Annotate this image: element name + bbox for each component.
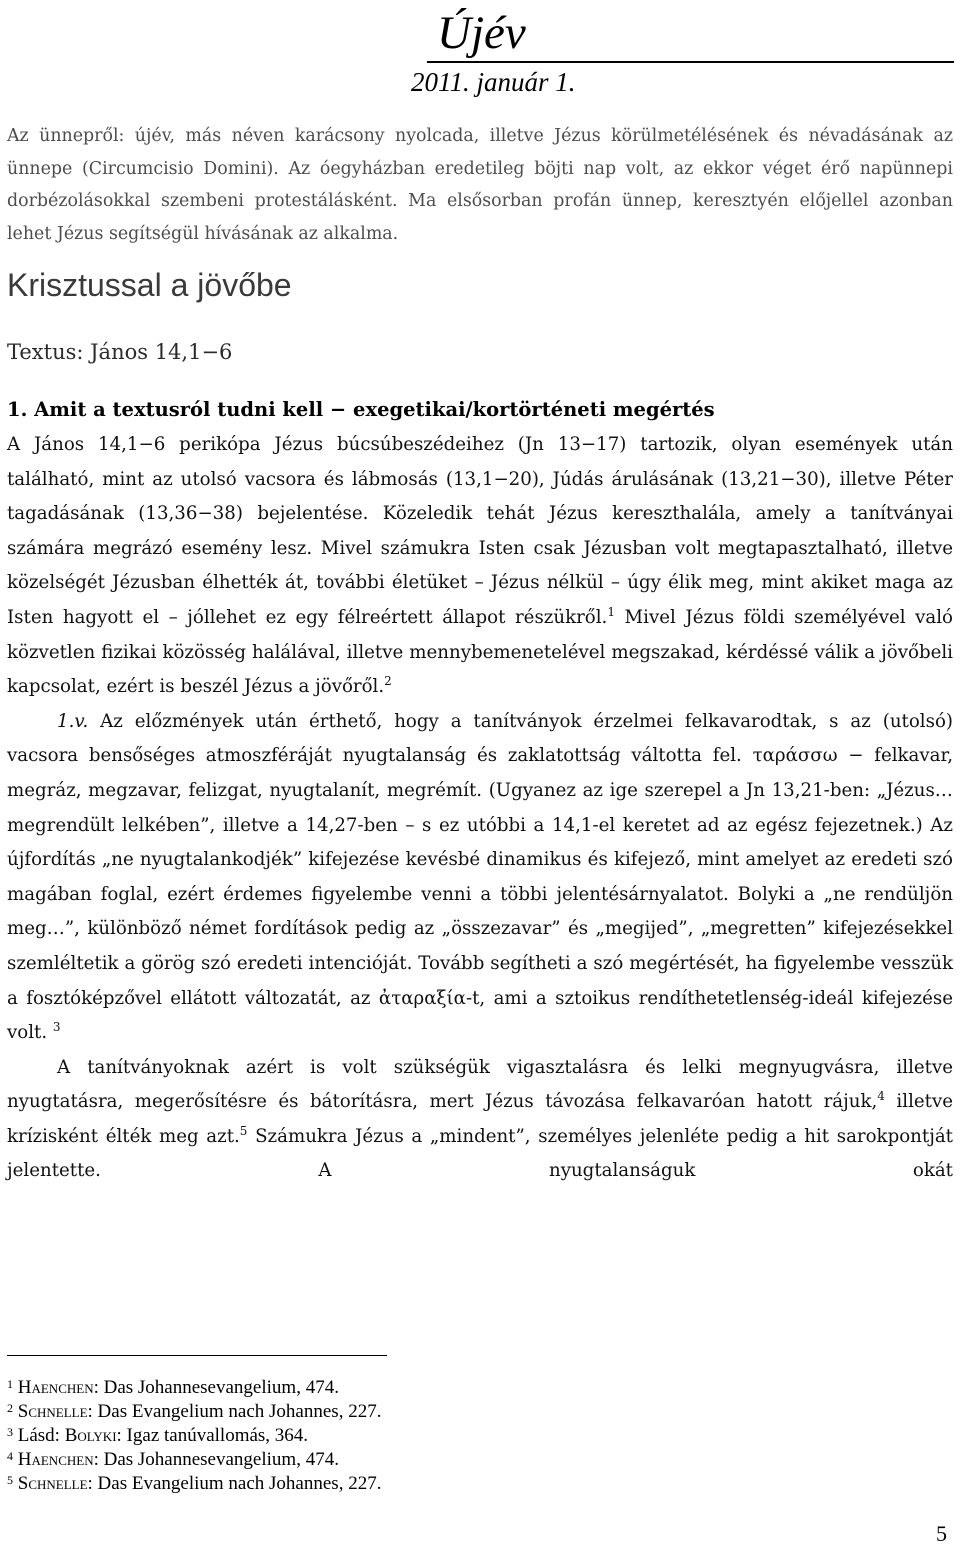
body-paragraph-2	[7, 705, 953, 1051]
footnote-ref-3[interactable]: 3	[52, 1020, 61, 1035]
footnote-ref-2[interactable]: 2	[384, 674, 392, 689]
greek-word-tarasso: ταράσσω	[752, 745, 838, 767]
p2-text-c: -t, ami a sztoikus rendíthetetlenség-ideál kifejezése volt.	[7, 987, 953, 1044]
p3-text-b: illetve krízisként élték meg azt.	[7, 1091, 953, 1147]
footnote-ref-1[interactable]: 1	[607, 604, 615, 619]
footnotes	[7, 1376, 381, 1496]
p1-text-a: A János 14,1−6 perikópa Jézus búcsúbeszédeihez (Jn 13−17) tartozik, olyan események után található, mint az utolsó vacsora és lábmosás (13,1−20), Júdás árulásának (13,21−30), illetve Péter tagadásának (13,36−38) bejelentése. Közeledik tehát Jézus kereszthalála, amely a tanítványai számára megrázó esemény lesz. Mivel számukra Isten csak Jézusban volt megtapasztalható, illetve közelségét Jézusban élhették át, további életüket – Jézus nélkül – úgy élik meg, mint akiket maga az Isten hagyott el – jóllehet ez egy félreértett állapot részükről.	[7, 434, 953, 628]
section-body	[7, 428, 953, 1189]
footnote-author: Schnelle	[17, 1401, 88, 1422]
p2-text-a: Az előzmények után érthető, hogy a tanítványok érzelmei felkavarodtak, s az (utolsó) vacsora bensőséges atmoszféráját nyugtalanság és zaklatottság váltotta fel.	[7, 710, 953, 767]
sermon-heading: Krisztussal a jövőbe	[7, 267, 292, 303]
footnote-author: Haenchen	[17, 1449, 94, 1470]
footnote-separator	[7, 1355, 387, 1356]
footnote-source: : Das Evangelium nach Johannes, 227.	[87, 1401, 382, 1422]
p1-text-b: Mivel Jézus földi személyével való közvetlen fizikai közösség halálával, illetve mennybemenetelével megszakad, kérdéssé válik a jövőbeli kapcsolat, ezért is beszél Jézus a jövőről.	[7, 606, 953, 698]
footnote-source: : Das Evangelium nach Johannes, 227.	[87, 1473, 382, 1494]
footnote-number: 1	[7, 1377, 13, 1391]
footnote-source: : Das Johannesevangelium, 474.	[93, 1449, 339, 1470]
body-paragraph-1	[7, 428, 953, 705]
p2-text-b: − felkavar, megráz, megzavar, felizgat, nyugtalanít, megrémít. (Ugyanez az ige szerepel a Jn 13,21-ben: „Jézus… megrendült lelkében”, illetve a 14,27-ben – s ez utóbbi a 14,1-el keretet ad az egész fejezetnek.) Az újfordítás „ne nyugtalankodjék” kifejezése kevésbé dinamikus és kifejező, mint amelyet az eredeti szó magában foglal, ezért érdemes figyelembe venni a többi jelentésárnyalatot. Bolyki a „ne rendüljön meg…”, különböző német fordítások pedig az „összezavar” és „megijed”, „megretten” kifejezésekkel szemléltetik a görög szó eredeti intencióját. Tovább segítheti a szó megértését, ha figyelembe vesszük a fosztóképzővel ellátott változatát, az	[7, 745, 953, 1009]
textus-line: Textus: János 14,1−6	[7, 340, 233, 364]
footnote-4	[7, 1448, 381, 1472]
footnote-ref-5[interactable]: 5	[239, 1123, 248, 1138]
p3-text-a: A tanítványoknak azért is volt szükségük vigasztalásra és lelki megnyugvásra, illetve nyugtatásra, megerősítésre és bátorításra, mert Jézus távozása felkavaróan hatott rájuk,	[7, 1056, 953, 1113]
footnote-1	[7, 1376, 381, 1400]
footnote-author: Schnelle	[17, 1473, 88, 1494]
footnote-author: Haenchen	[17, 1377, 94, 1398]
greek-word-ataraxia: ἀταραξία	[378, 987, 466, 1009]
title-underline	[427, 61, 954, 63]
p3-text-c: Számukra Jézus a „mindent”, személyes jelenléte pedig a hit sarokpontját jelentette. A nyugtalanságuk okát	[7, 1125, 953, 1182]
footnote-number: 3	[7, 1425, 13, 1439]
body-paragraph-3	[7, 1051, 953, 1189]
footnote-number: 5	[7, 1473, 13, 1487]
footnote-source: : Das Johannesevangelium, 474.	[93, 1377, 339, 1398]
page-number: 5	[936, 1521, 947, 1546]
footnote-author: Bolyki	[64, 1425, 117, 1446]
page-date: 2011. január 1.	[411, 67, 576, 97]
footnote-source: : Igaz tanúvallomás, 364.	[116, 1425, 309, 1446]
footnote-number: 4	[7, 1449, 13, 1463]
footnote-prefix: Lásd:	[17, 1425, 65, 1446]
footnote-ref-4[interactable]: 4	[877, 1089, 885, 1104]
footnote-number: 2	[7, 1401, 13, 1415]
verse-ref: 1.v.	[57, 710, 89, 732]
intro-paragraph: Az ünnepről: újév, más néven karácsony nyolcada, illetve Jézus körülmetélésének és névadásának az ünnepe (Circumcisio Domini). Az óegyházban eredetileg böjti nap volt, az ekkor véget érő napünnepi dorbézolásokkal szembeni protestálásként. Ma elsősorban profán ünnep, keresztyén előjellel azonban lehet Jézus segítségül hívásának az alkalma.	[7, 126, 953, 244]
section-heading: 1. Amit a textusról tudni kell − exegetikai/kortörténeti megértés	[7, 398, 715, 421]
footnote-2	[7, 1400, 381, 1424]
page-title: Újév	[437, 7, 526, 59]
footnote-3	[7, 1424, 381, 1448]
footnote-5	[7, 1472, 381, 1496]
